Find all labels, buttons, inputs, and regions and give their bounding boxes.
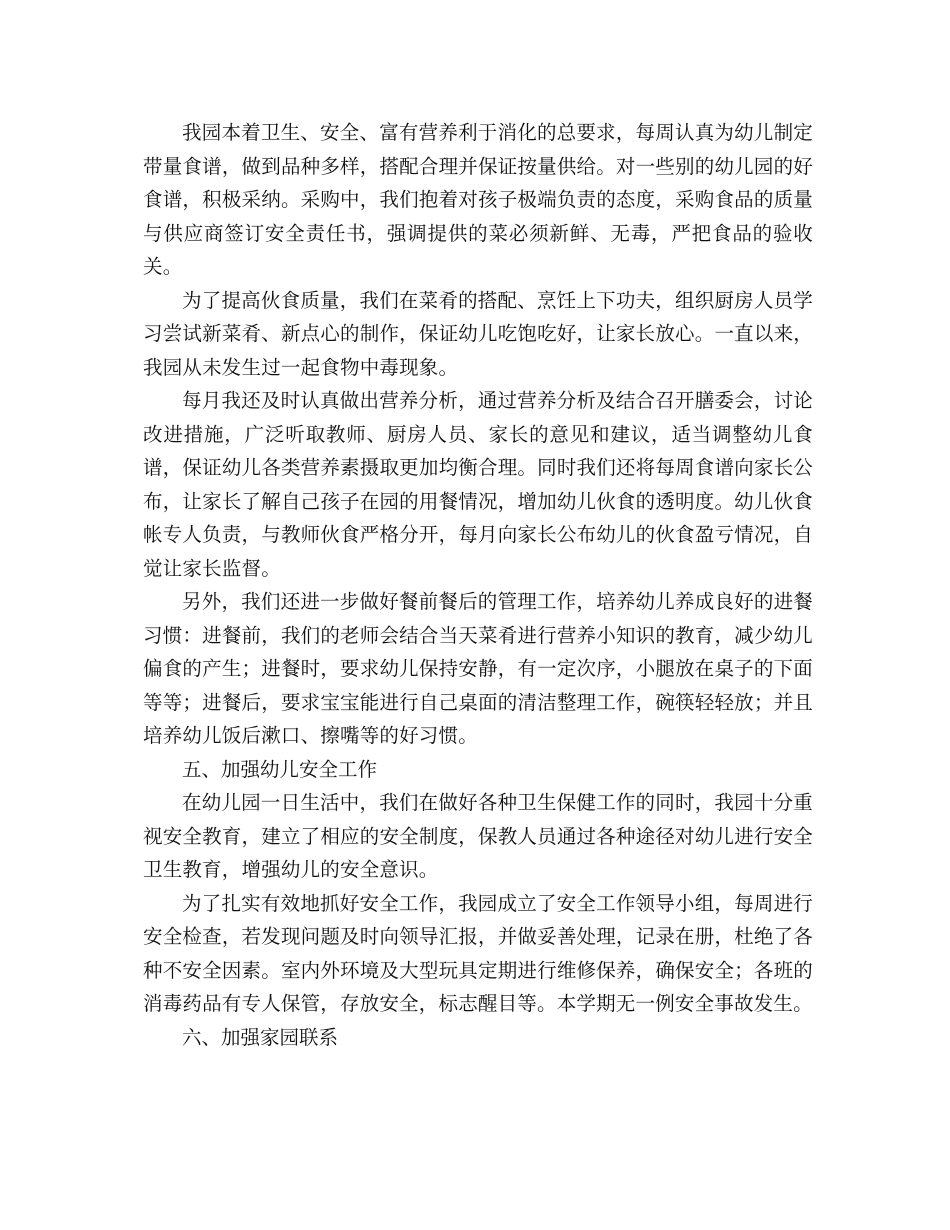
paragraph-safety-education: 在幼儿园一日生活中，我们在做好各种卫生保健工作的同时，我园十分重视安全教育，建立了相应的安全制度，保教人员通过各种途径对幼儿进行安全卫生教育，增强幼儿的安全意识。 (143, 791, 813, 881)
paragraph-food-menu: 我园本着卫生、安全、富有营养利于消化的总要求，每周认真为幼儿制定带量食谱，做到品种多样，搭配合理并保证按量供给。对一些别的幼儿园的好食谱，积极采纳。采购中，我们抱着对孩子极端负责的态度，采购食品的质量与供应商签订安全责任书，强调提供的菜必须新鲜、无毒，严把食品的验收关。 (143, 121, 813, 278)
paragraph-safety-inspection: 为了扎实有效地抓好安全工作，我园成立了安全工作领导小组，每周进行安全检查，若发现问题及时向领导汇报，并做妥善处理，记录在册，杜绝了各种不安全因素。室内外环境及大型玩具定期进行维修保养，确保安全；各班的消毒药品有专人保管，存放安全，标志醒目等。本学期无一例安全事故发生。 (143, 891, 813, 1015)
document-body (143, 116, 813, 1054)
paragraph-dining-habits: 另外，我们还进一步做好餐前餐后的管理工作，培养幼儿养成良好的进餐习惯：进餐前，我们的老师会结合当天菜肴进行营养小知识的教育，减少幼儿偏食的产生；进餐时，要求幼儿保持安静，有一定次序，小腿放在桌子的下面等等；进餐后，要求宝宝能进行自己桌面的清洁整理工作，碗筷轻轻放；并且培养幼儿饭后漱口、擦嘴等的好习惯。 (143, 590, 813, 747)
paragraph-meal-quality: 为了提高伙食质量，我们在菜肴的搭配、烹饪上下功夫，组织厨房人员学习尝试新菜肴、新点心的制作，保证幼儿吃饱吃好，让家长放心。一直以来，我园从未发生过一起食物中毒现象。 (143, 288, 813, 379)
section-heading-home-school: 六、加强家园联系 (182, 1025, 339, 1049)
section-heading-safety: 五、加强幼儿安全工作 (182, 757, 378, 781)
paragraph-nutrition-analysis: 每月我还及时认真做出营养分析，通过营养分析及结合召开膳委会，讨论改进措施，广泛听取教师、厨房人员、家长的意见和建议，适当调整幼儿食谱，保证幼儿各类营养素摄取更加均衡合理。同时我们还将每周食谱向家长公布，让家长了解自己孩子在园的用餐情况，增加幼儿伙食的透明度。幼儿伙食帐专人负责，与教师伙食严格分开，每月向家长公布幼儿的伙食盈亏情况，自觉让家长监督。 (143, 389, 813, 580)
